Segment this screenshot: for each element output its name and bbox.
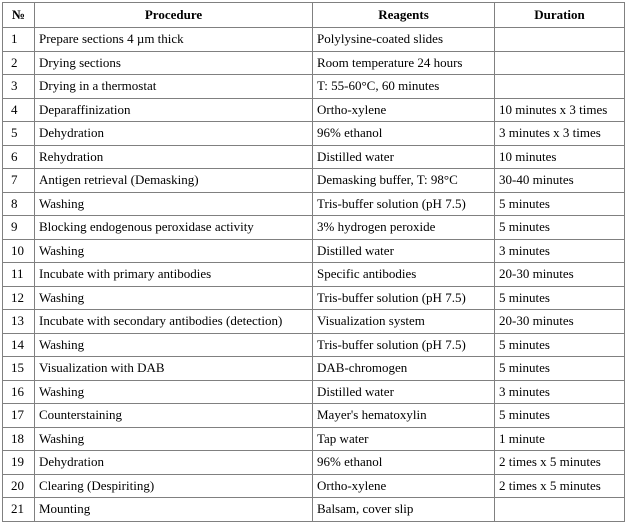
duration-cell: 2 times x 5 minutes [495,474,625,498]
procedure-cell: Prepare sections 4 µm thick [35,28,313,52]
procedure-cell: Incubate with secondary antibodies (detection) [35,310,313,334]
duration-cell: 3 minutes [495,380,625,404]
procedure-cell: Drying in a thermostat [35,75,313,99]
duration-cell: 2 times x 5 minutes [495,451,625,475]
duration-cell [495,498,625,522]
duration-cell [495,75,625,99]
reagents-cell: Demasking buffer, T: 98°C [313,169,495,193]
table-row [3,98,625,122]
procedure-cell: Rehydration [35,145,313,169]
duration-cell [495,51,625,75]
reagents-cell: Distilled water [313,380,495,404]
row-num-cell: 21 [3,498,35,522]
row-num-cell: 1 [3,28,35,52]
duration-cell: 5 minutes [495,404,625,428]
reagents-cell: Tris-buffer solution (pH 7.5) [313,333,495,357]
table-row [3,192,625,216]
procedure-cell: Washing [35,192,313,216]
table-row [3,498,625,522]
row-num-cell: 6 [3,145,35,169]
row-num-cell: 17 [3,404,35,428]
duration-cell: 20-30 minutes [495,310,625,334]
table-row [3,145,625,169]
reagents-cell: Polylysine-coated slides [313,28,495,52]
reagents-cell: Tris-buffer solution (pH 7.5) [313,192,495,216]
table-row [3,169,625,193]
duration-cell: 5 minutes [495,357,625,381]
table-row [3,451,625,475]
row-num-cell: 16 [3,380,35,404]
procedure-cell: Incubate with primary antibodies [35,263,313,287]
table-row [3,51,625,75]
row-num-cell: 9 [3,216,35,240]
reagents-cell: T: 55-60°C, 60 minutes [313,75,495,99]
row-num-cell: 8 [3,192,35,216]
row-num-cell: 7 [3,169,35,193]
table-row [3,404,625,428]
row-num-cell: 3 [3,75,35,99]
table-row [3,427,625,451]
reagents-cell: Ortho-xylene [313,98,495,122]
procedure-cell: Washing [35,239,313,263]
reagents-cell: 96% ethanol [313,451,495,475]
duration-cell: 1 minute [495,427,625,451]
procedure-cell: Antigen retrieval (Demasking) [35,169,313,193]
procedure-cell: Visualization with DAB [35,357,313,381]
header-num: № [3,3,35,28]
row-num-cell: 10 [3,239,35,263]
header-reagents: Reagents [313,3,495,28]
duration-cell: 30-40 minutes [495,169,625,193]
table-row [3,380,625,404]
reagents-cell: Tris-buffer solution (pH 7.5) [313,286,495,310]
procedure-cell: Deparaffinization [35,98,313,122]
procedure-cell: Washing [35,380,313,404]
row-num-cell: 19 [3,451,35,475]
table-row [3,474,625,498]
row-num-cell: 4 [3,98,35,122]
row-num-cell: 12 [3,286,35,310]
duration-cell: 5 minutes [495,216,625,240]
reagents-cell: 3% hydrogen peroxide [313,216,495,240]
duration-cell: 5 minutes [495,192,625,216]
reagents-cell: Tap water [313,427,495,451]
procedure-cell: Mounting [35,498,313,522]
reagents-cell: Specific antibodies [313,263,495,287]
header-duration: Duration [495,3,625,28]
procedure-cell: Drying sections [35,51,313,75]
table-row [3,263,625,287]
procedure-cell: Washing [35,333,313,357]
procedure-cell: Dehydration [35,122,313,146]
table-row [3,216,625,240]
row-num-cell: 2 [3,51,35,75]
table-row [3,333,625,357]
reagents-cell: Room temperature 24 hours [313,51,495,75]
row-num-cell: 20 [3,474,35,498]
reagents-cell: DAB-chromogen [313,357,495,381]
duration-cell: 10 minutes [495,145,625,169]
duration-cell [495,28,625,52]
table-row [3,286,625,310]
table-row [3,310,625,334]
table-row [3,75,625,99]
procedure-table [2,2,625,522]
procedure-cell: Washing [35,286,313,310]
procedure-cell: Blocking endogenous peroxidase activity [35,216,313,240]
procedure-cell: Dehydration [35,451,313,475]
table-body [3,28,625,522]
reagents-cell: Visualization system [313,310,495,334]
row-num-cell: 14 [3,333,35,357]
reagents-cell: Mayer's hematoxylin [313,404,495,428]
procedure-cell: Clearing (Despiriting) [35,474,313,498]
reagents-cell: Balsam, cover slip [313,498,495,522]
reagents-cell: 96% ethanol [313,122,495,146]
row-num-cell: 5 [3,122,35,146]
row-num-cell: 11 [3,263,35,287]
procedure-cell: Washing [35,427,313,451]
duration-cell: 20-30 minutes [495,263,625,287]
table-row [3,357,625,381]
row-num-cell: 13 [3,310,35,334]
table-header-row [3,3,625,28]
reagents-cell: Distilled water [313,239,495,263]
duration-cell: 3 minutes x 3 times [495,122,625,146]
duration-cell: 10 minutes x 3 times [495,98,625,122]
header-procedure: Procedure [35,3,313,28]
reagents-cell: Distilled water [313,145,495,169]
row-num-cell: 15 [3,357,35,381]
duration-cell: 5 minutes [495,286,625,310]
table-row [3,122,625,146]
reagents-cell: Ortho-xylene [313,474,495,498]
table-row [3,28,625,52]
row-num-cell: 18 [3,427,35,451]
procedure-cell: Counterstaining [35,404,313,428]
table-row [3,239,625,263]
duration-cell: 3 minutes [495,239,625,263]
duration-cell: 5 minutes [495,333,625,357]
